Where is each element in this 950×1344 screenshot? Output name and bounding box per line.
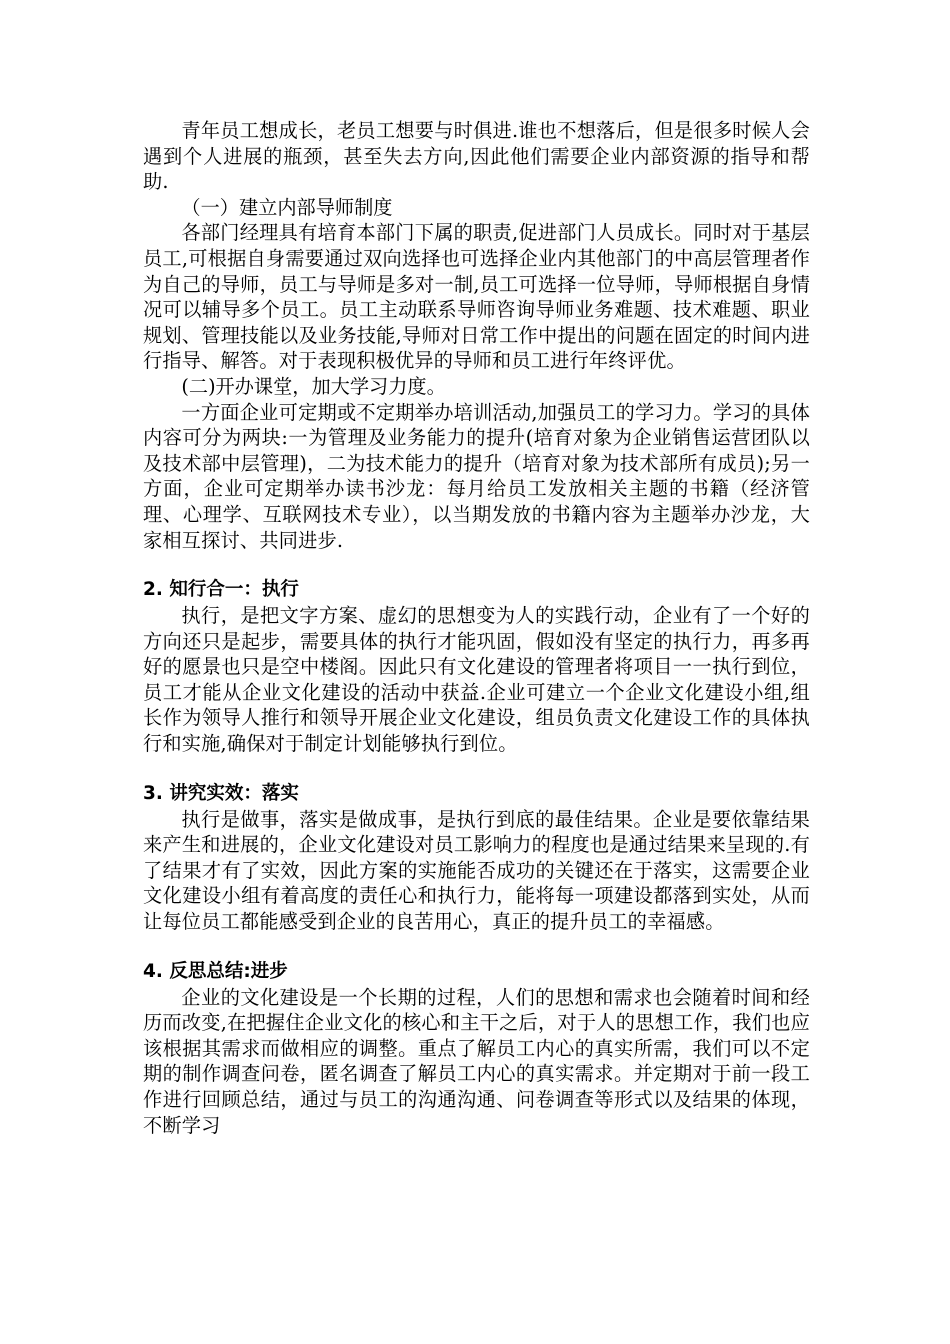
subheading-classroom: (二)开办课堂，加大学习力度。 xyxy=(181,374,446,398)
paragraph-intro: 青年员工想成长，老员工想要与时俱进.谁也不想落后，但是很多时候人会遇到个人进展的瓶颈，甚至失去方向,因此他们需要企业内部资源的指导和帮助. xyxy=(143,119,810,194)
section-heading-reflection: 4. 反思总结:进步 xyxy=(143,960,288,982)
section-heading-execution: 2. 知行合一：执行 xyxy=(143,579,299,601)
section-body-execution: 执行，是把文字方案、虚幻的思想变为人的实践行动，企业有了一个好的方向还只是起步，需要具体的执行才能巩固，假如没有坚定的执行力，再多再好的愿景也只是空中楼阁。因此只有文化建设的管理者将项目一一执行到位，员工才能从企业文化建设的活动中获益.企业可建立一个企业文化建设小组,组长作为领导人推行和领导开展企业文化建设，组员负责文化建设工作的具体执行和实施,确保对于制定计划能够执行到位。 xyxy=(143,604,810,756)
paragraph-mentor-system: 各部门经理具有培育本部门下属的职责,促进部门人员成长。同时对于基层员工,可根据自身需要通过双向选择也可选择企业内其他部门的中高层管理者作为自己的导师，员工与导师是多对一制,员工可选择一位导师，导师根据自身情况可以辅导多个员工。员工主动联系导师咨询导师业务难题、技术难题、职业规划、管理技能以及业务技能,导师对日常工作中提出的问题在固定的时间内进行指导、解答。对于表现积极优异的导师和员工进行年终评优。 xyxy=(143,221,810,373)
paragraph-classroom: 一方面企业可定期或不定期举办培训活动,加强员工的学习力。学习的具体内容可分为两块:一为管理及业务能力的提升(培育对象为企业销售运营团队以及技术部中层管理)，二为技术能力的提升（培育对象为技术部所有成员);另一方面，企业可定期举办读书沙龙：每月给员工发放相关主题的书籍（经济管理、心理学、互联网技术专业），以当期发放的书籍内容为主题举办沙龙，大家相互探讨、共同进步. xyxy=(143,400,810,552)
section-body-implementation: 执行是做事，落实是做成事，是执行到底的最佳结果。企业是要依靠结果来产生和进展的，企业文化建设对员工影响力的程度也是通过结果来呈现的.有了结果才有了实效，因此方案的实施能否成功的关键还在于落实，这需要企业文化建设小组有着高度的责任心和执行力，能将每一项建设都落到实处，从而让每位员工都能感受到企业的良苦用心，真正的提升员工的幸福感。 xyxy=(143,807,810,934)
section-body-reflection: 企业的文化建设是一个长期的过程，人们的思想和需求也会随着时间和经历而改变,在把握住企业文化的核心和主干之后，对于人的思想工作，我们也应该根据其需求而做相应的调整。重点了解员工内心的真实所需，我们可以不定期的制作调查问卷，匿名调查了解员工内心的真实需求。并定期对于前一段工作进行回顾总结，通过与员工的沟通沟通、问卷调查等形式以及结果的体现，不断学习 xyxy=(143,985,810,1137)
subheading-mentor-system: （一）建立内部导师制度 xyxy=(181,195,393,219)
section-heading-implementation: 3. 讲究实效：落实 xyxy=(143,782,299,804)
